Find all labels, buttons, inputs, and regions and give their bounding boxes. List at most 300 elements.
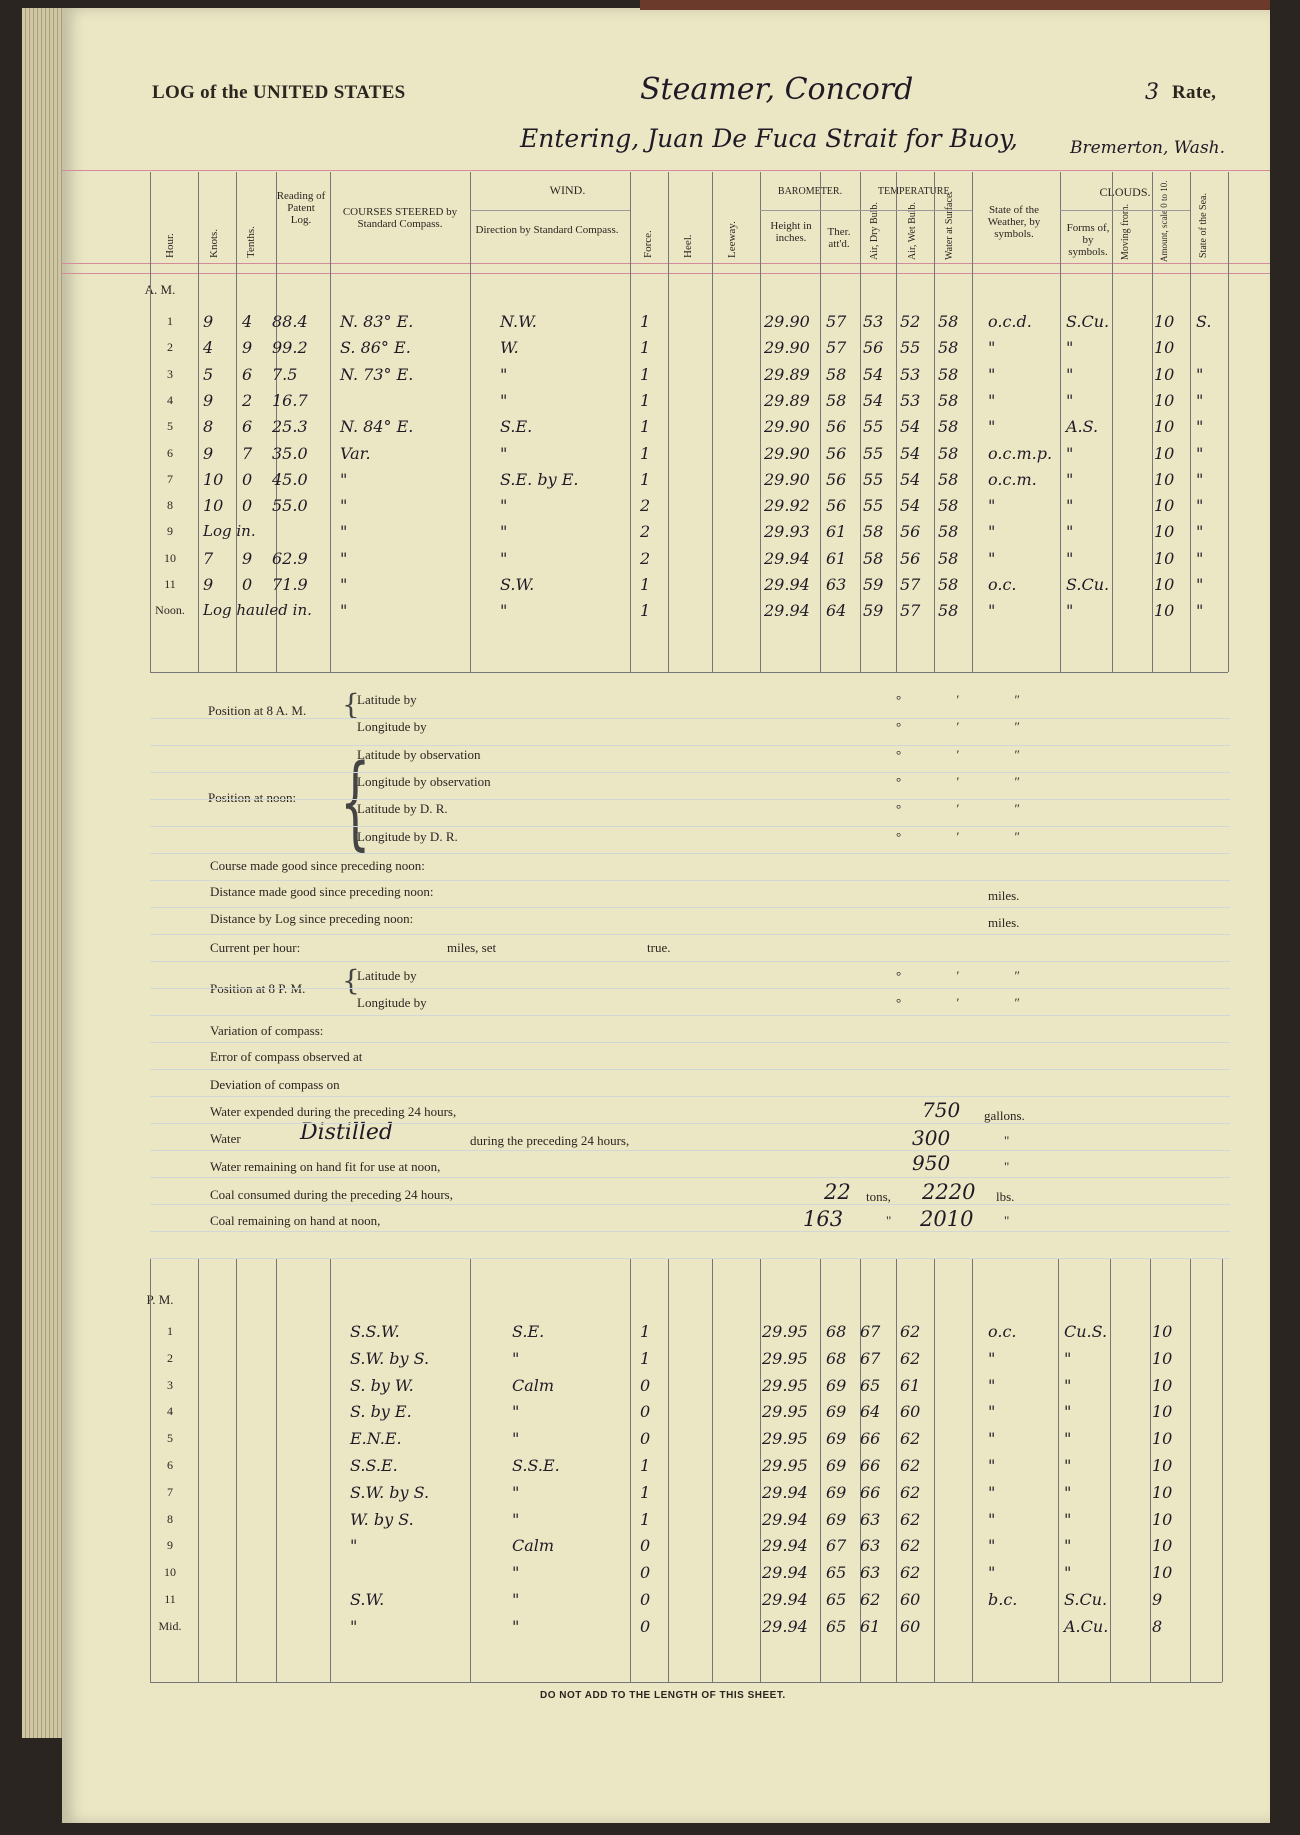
pm-cell-amt: 10	[1152, 1348, 1173, 1368]
am-col-rule	[198, 172, 199, 672]
pm-col-rule	[236, 1258, 237, 1682]
ruled-line	[150, 880, 1230, 881]
pm-cell-f: 1	[640, 1456, 651, 1475]
am-cell-wind: "	[500, 443, 508, 463]
am-cell-wet: 52	[900, 312, 921, 331]
pm-cell-wx: "	[988, 1429, 996, 1449]
am-cell-wx: "	[988, 601, 996, 621]
am-cell-amt: 10	[1154, 312, 1175, 331]
pm-cell-amt: 9	[1152, 1590, 1163, 1609]
am-cell-sea: "	[1196, 548, 1204, 568]
am-cell-log: 71.9	[272, 575, 308, 594]
am-cell-f: 1	[640, 417, 651, 437]
am-cell-course: N. 84° E.	[340, 417, 414, 437]
ruled-line	[150, 1231, 1230, 1232]
am-cell-f: 1	[640, 364, 651, 384]
pm-col-rule	[470, 1258, 471, 1682]
am-cell-k: 5	[203, 364, 214, 384]
pm-cell-wind: "	[512, 1482, 520, 1502]
place-note: Bremerton, Wash.	[1070, 138, 1226, 158]
am-cell-ther: 56	[826, 496, 847, 516]
col-wind: WIND.	[549, 183, 586, 197]
pm-cell-cl: "	[1064, 1509, 1072, 1529]
am-cell-cl: S.Cu.	[1066, 575, 1110, 594]
pm-cell-ther: 69	[826, 1375, 847, 1395]
am-cell-amt: 10	[1154, 601, 1175, 621]
pm-cell-f: 1	[640, 1322, 651, 1341]
pm-cell-ther: 65	[826, 1563, 847, 1583]
pm-cell-amt: 10	[1152, 1482, 1173, 1502]
pm-cell-wind: "	[512, 1509, 520, 1529]
pm-cell-course: S.S.W.	[350, 1322, 400, 1341]
pm-cell-dry: 67	[860, 1322, 881, 1341]
am-cell-course: "	[340, 575, 348, 594]
pm-cell-cl: "	[1064, 1375, 1072, 1395]
distilled-value: 300	[912, 1126, 951, 1150]
pm-cell-bar: 29.95	[762, 1429, 808, 1449]
am-cell-wet: 54	[900, 496, 921, 516]
am-cell-water: 58	[938, 522, 959, 542]
am-cell-f: 1	[640, 338, 651, 358]
am-cell-sea: "	[1196, 390, 1204, 410]
pm-cell-cl: "	[1064, 1456, 1072, 1475]
pm-cell-bar: 29.94	[762, 1616, 808, 1636]
pm-cell-amt: 8	[1152, 1616, 1163, 1636]
am-cell-course: "	[340, 469, 348, 489]
pm-cell-wx: "	[988, 1456, 996, 1475]
am-cell-cl: "	[1066, 390, 1074, 410]
am-cell-amt: 10	[1154, 469, 1175, 489]
am-cell-water: 58	[938, 601, 959, 621]
am-cell-k: 9	[203, 575, 214, 594]
pm-cell-f: 1	[640, 1482, 651, 1502]
pm-col-rule	[934, 1258, 935, 1682]
pm-cell-amt: 10	[1152, 1429, 1173, 1449]
pm-col-rule	[972, 1258, 973, 1682]
pm-cell-amt: 10	[1152, 1375, 1173, 1395]
ruled-line	[150, 988, 1230, 989]
am-cell-amt: 10	[1154, 364, 1175, 384]
am-cell-cl: "	[1066, 469, 1074, 489]
am-cell-k: 9	[203, 390, 214, 410]
pm-cell-course: "	[350, 1536, 358, 1556]
am-cell-dry: 55	[863, 469, 884, 489]
am-cell-wx: o.c.m.p.	[988, 443, 1053, 463]
ruled-line	[150, 1096, 1230, 1097]
am-cell-f: 1	[640, 390, 651, 410]
coal-remaining-ditto: "	[886, 1213, 892, 1228]
am-cell-course: "	[340, 548, 348, 568]
col-ther: Ther. att'd.	[827, 226, 851, 250]
pm-cell-ther: 69	[826, 1402, 847, 1422]
pm-cell-wx: o.c.	[988, 1322, 1017, 1341]
pos-8am-lat: Latitude by	[357, 692, 417, 707]
am-cell-bar: 29.92	[764, 496, 810, 516]
am-cell-sea: "	[1196, 364, 1204, 384]
am-cell-ther: 56	[826, 443, 847, 463]
pm-cell-wet: 60	[900, 1616, 921, 1636]
pm-cell-dry: 62	[860, 1590, 881, 1609]
pm-cell-h: 11	[164, 1592, 176, 1606]
pm-cell-amt: 10	[1152, 1509, 1173, 1529]
pm-cell-wx: "	[988, 1348, 996, 1368]
ruled-line	[150, 1042, 1230, 1043]
am-cell-sea: "	[1196, 443, 1204, 463]
pm-cell-f: 0	[640, 1536, 651, 1556]
pm-cell-ther: 69	[826, 1482, 847, 1502]
am-cell-k: 7	[203, 548, 214, 568]
am-cell-log: 45.0	[272, 469, 308, 489]
am-cell-wet: 56	[900, 548, 921, 568]
vessel-name: Steamer, Concord	[640, 72, 914, 107]
pos-8pm-lat: Latitude by	[357, 968, 417, 983]
pm-cell-ther: 69	[826, 1429, 847, 1449]
am-col-rule	[860, 172, 861, 672]
pm-cell-wet: 61	[900, 1375, 921, 1395]
am-cell-t: 2	[242, 390, 253, 410]
deg-marks-noon-lat-obs: ° ′ ″	[896, 747, 1046, 762]
pm-cell-course: S.W.	[350, 1590, 385, 1609]
pm-cell-amt: 10	[1152, 1456, 1173, 1475]
pos-8pm-lon: Longitude by	[357, 995, 427, 1010]
am-cell-h: 1	[167, 314, 173, 328]
lbs-unit: lbs.	[996, 1189, 1015, 1204]
am-cell-wet: 54	[900, 469, 921, 489]
pm-cell-bar: 29.94	[762, 1590, 808, 1609]
am-cell-wx: o.c.	[988, 575, 1017, 594]
pm-cell-course: S.W. by S.	[350, 1482, 430, 1502]
variation-of-compass: Variation of compass:	[210, 1023, 324, 1038]
am-cell-wx: "	[988, 390, 996, 410]
pm-cell-course: S. by W.	[350, 1375, 414, 1395]
gallons-unit: gallons.	[984, 1108, 1025, 1123]
am-cell-cl: "	[1066, 364, 1074, 384]
pm-cell-h: 4	[167, 1404, 173, 1419]
pm-cell-ther: 68	[826, 1322, 847, 1341]
am-cell-dry: 55	[863, 443, 884, 463]
col-knots: Knots.	[208, 228, 220, 258]
am-cell-wind: "	[500, 390, 508, 410]
pm-cell-cl: "	[1064, 1402, 1072, 1422]
am-cell-wx: "	[988, 522, 996, 542]
am-cell-log: 55.0	[272, 496, 308, 516]
am-col-rule	[1152, 172, 1153, 672]
pm-cell-dry: 66	[860, 1482, 881, 1502]
am-cell-ther: 58	[826, 390, 847, 410]
wind-sub-rule	[470, 210, 630, 211]
am-cell-course: S. 86° E.	[340, 338, 411, 358]
pm-cell-wind: "	[512, 1616, 520, 1636]
coal-remaining-label: Coal remaining on hand at noon,	[210, 1213, 381, 1228]
clouds-sub-rule	[1060, 210, 1190, 211]
ruled-line	[150, 1150, 1230, 1151]
pm-cell-h: 2	[167, 1350, 173, 1365]
am-cell-log: 35.0	[272, 443, 308, 463]
am-col-rule	[1190, 172, 1191, 672]
pink-rule-header-bottom-2	[62, 273, 1270, 274]
pm-col-rule	[330, 1258, 331, 1682]
pm-cell-ther: 65	[826, 1616, 847, 1636]
current-miles-set: miles, set	[447, 940, 497, 955]
am-cell-dry: 54	[863, 390, 884, 410]
am-cell-k: Log in.	[203, 522, 256, 541]
am-cell-wind: "	[500, 522, 508, 542]
col-hour: Hour.	[164, 233, 176, 258]
pm-cell-ther: 67	[826, 1536, 847, 1556]
am-cell-h: 3	[167, 366, 173, 381]
am-cell-t: 6	[242, 364, 253, 384]
pm-cell-wet: 62	[900, 1482, 921, 1502]
pm-col-rule	[1190, 1258, 1191, 1682]
pm-cell-dry: 63	[860, 1563, 881, 1583]
am-cell-bar: 29.94	[764, 601, 810, 621]
col-leeway: Leeway.	[726, 221, 738, 258]
brace-noon: {	[340, 744, 371, 862]
pm-cell-bar: 29.94	[762, 1563, 808, 1583]
am-cell-k: 10	[203, 469, 224, 489]
pm-bottom-rule	[150, 1682, 1222, 1683]
am-cell-f: 1	[640, 312, 651, 331]
am-cell-cl: S.Cu.	[1066, 312, 1110, 331]
am-cell-water: 58	[938, 390, 959, 410]
coal-consumed-lbs: 2220	[922, 1180, 976, 1204]
am-col-rule	[236, 172, 237, 672]
pm-cell-bar: 29.94	[762, 1482, 808, 1502]
pm-cell-course: E.N.E.	[350, 1429, 402, 1449]
ruled-line	[150, 961, 1230, 962]
deg-marks-noon-lat-dr: ° ′ ″	[896, 801, 1046, 816]
pm-cell-amt: 10	[1152, 1402, 1173, 1422]
am-cell-ther: 57	[826, 312, 847, 331]
binding-strip	[640, 0, 1270, 10]
pm-cell-cl: "	[1064, 1536, 1072, 1556]
am-cell-k: 9	[203, 443, 214, 463]
am-cell-h: 4	[167, 392, 173, 407]
pm-cell-wet: 62	[900, 1456, 921, 1475]
pm-cell-bar: 29.95	[762, 1375, 808, 1395]
pm-cell-h: 6	[167, 1458, 173, 1472]
am-cell-amt: 10	[1154, 390, 1175, 410]
am-cell-ther: 56	[826, 417, 847, 437]
am-cell-t: 7	[242, 443, 253, 463]
am-cell-h: 5	[167, 419, 173, 434]
ruled-line	[150, 745, 1230, 746]
deg-marks-noon-lon-obs: ° ′ ″	[896, 774, 1046, 789]
pos-8pm-label: Position at 8 P. M.	[210, 981, 306, 996]
col-force: Force.	[642, 230, 654, 258]
ruled-line	[150, 1123, 1230, 1124]
pm-cell-bar: 29.94	[762, 1509, 808, 1529]
distilled-ditto: "	[1004, 1133, 1010, 1148]
am-cell-bar: 29.90	[764, 338, 810, 358]
am-cell-k: 8	[203, 417, 214, 437]
ruled-line	[150, 799, 1230, 800]
pos-noon-lat-dr: Latitude by D. R.	[357, 801, 448, 816]
am-cell-f: 1	[640, 575, 651, 594]
am-cell-dry: 53	[863, 312, 884, 331]
pm-cell-bar: 29.95	[762, 1322, 808, 1341]
distance-by-log-unit: miles.	[988, 915, 1020, 930]
col-forms: Forms of, by symbols.	[1066, 222, 1110, 258]
deg-marks-8pm-lon: ° ′ ″	[896, 995, 1046, 1010]
col-amount: Amount, scale 0 to 10.	[1159, 180, 1169, 262]
am-col-rule	[934, 172, 935, 672]
am-col-rule	[820, 172, 821, 672]
pm-cell-amt: 10	[1152, 1536, 1173, 1556]
am-cell-wx: "	[988, 364, 996, 384]
am-cell-sea: "	[1196, 496, 1204, 516]
am-cell-amt: 10	[1154, 443, 1175, 463]
am-cell-ther: 61	[826, 548, 847, 568]
col-tenths: Tenths.	[245, 226, 257, 258]
am-cell-bar: 29.94	[764, 575, 810, 594]
course-made-good: Course made good since preceding noon:	[210, 858, 425, 873]
am-cell-course: N. 73° E.	[340, 364, 414, 384]
am-cell-k: Log hauled in.	[203, 601, 312, 620]
am-cell-t: 0	[242, 496, 253, 516]
coal-remaining-tons: 163	[803, 1207, 844, 1231]
pm-cell-course: S. by E.	[350, 1402, 412, 1422]
am-cell-dry: 58	[863, 548, 884, 568]
pm-col-rule	[1058, 1258, 1059, 1682]
pm-cell-dry: 66	[860, 1456, 881, 1475]
am-col-rule	[712, 172, 713, 672]
am-cell-wet: 53	[900, 390, 921, 410]
am-col-rule	[1112, 172, 1113, 672]
pm-col-rule	[712, 1258, 713, 1682]
pm-cell-bar: 29.94	[762, 1536, 808, 1556]
am-cell-water: 58	[938, 312, 959, 331]
am-cell-log: 88.4	[272, 312, 308, 331]
pm-cell-bar: 29.95	[762, 1456, 808, 1475]
am-cell-wind: S.W.	[500, 575, 535, 594]
pm-cell-cl: A.Cu.	[1064, 1616, 1109, 1636]
ruled-line	[150, 1069, 1230, 1070]
pm-cell-wet: 60	[900, 1402, 921, 1422]
pm-cell-wx: "	[988, 1482, 996, 1502]
am-cell-t: 4	[242, 312, 253, 331]
col-water: Water at Surface.	[944, 191, 955, 260]
ruled-line	[150, 1204, 1230, 1205]
am-cell-ther: 64	[826, 601, 847, 621]
pos-noon-lon-dr: Longitude by D. R.	[357, 829, 458, 844]
water-remaining-ditto: "	[1004, 1159, 1010, 1174]
pm-cell-dry: 63	[860, 1509, 881, 1529]
am-cell-water: 58	[938, 338, 959, 358]
pm-col-rule	[760, 1258, 761, 1682]
col-wet: Air, Wet Bulb.	[907, 201, 918, 260]
pm-cell-dry: 64	[860, 1402, 881, 1422]
pm-cell-course: S.S.E.	[350, 1456, 398, 1475]
pm-cell-course: W. by S.	[350, 1509, 414, 1529]
am-cell-k: 4	[203, 338, 214, 358]
pm-cell-wind: S.S.E.	[512, 1456, 560, 1475]
pm-col-rule	[1150, 1258, 1151, 1682]
am-cell-amt: 10	[1154, 338, 1175, 358]
am-cell-h: 11	[164, 577, 176, 591]
pos-8am-label: Position at 8 A. M.	[208, 703, 307, 718]
sheet-footer: DO NOT ADD TO THE LENGTH OF THIS SHEET.	[540, 1690, 786, 1701]
tons-unit: tons,	[866, 1189, 891, 1204]
pm-cell-h: 10	[164, 1565, 176, 1580]
pm-cell-f: 0	[640, 1563, 651, 1583]
am-cell-dry: 59	[863, 575, 884, 594]
am-cell-wind: "	[500, 364, 508, 384]
am-cell-log: 25.3	[272, 417, 308, 437]
pm-cell-ther: 69	[826, 1456, 847, 1475]
am-cell-water: 58	[938, 469, 959, 489]
rate-number: 3	[1145, 80, 1159, 105]
am-col-rule	[330, 172, 331, 672]
pm-cell-f: 1	[640, 1509, 651, 1529]
pm-col-rule	[198, 1258, 199, 1682]
pm-cell-f: 0	[640, 1590, 651, 1609]
pm-cell-cl: Cu.S.	[1064, 1322, 1108, 1341]
pm-col-rule	[820, 1258, 821, 1682]
pm-cell-wx: "	[988, 1509, 996, 1529]
pm-cell-wx: "	[988, 1375, 996, 1395]
col-sea: State of the Sea.	[1198, 193, 1209, 258]
pm-cell-amt: 10	[1152, 1563, 1173, 1583]
pm-cell-cl: S.Cu.	[1064, 1590, 1108, 1609]
am-cell-course: "	[340, 522, 348, 542]
am-cell-h: Noon.	[155, 603, 185, 618]
am-cell-cl: "	[1066, 522, 1074, 542]
pm-col-rule	[276, 1258, 277, 1682]
am-cell-wet: 57	[900, 575, 921, 594]
am-cell-sea: "	[1196, 469, 1204, 489]
am-cell-wind: S.E. by E.	[500, 469, 579, 489]
am-cell-cl: A.S.	[1066, 417, 1099, 437]
pm-cell-bar: 29.95	[762, 1348, 808, 1368]
am-cell-sea: "	[1196, 601, 1204, 621]
entering-note: Entering, Juan De Fuca Strait for Buoy,	[520, 124, 1018, 153]
am-cell-wind: W.	[500, 338, 519, 358]
pm-cell-wind: "	[512, 1590, 520, 1609]
pm-col-rule	[630, 1258, 631, 1682]
pm-cell-h: 5	[167, 1431, 173, 1446]
col-heel: Heel.	[682, 234, 694, 258]
pm-cell-wx: "	[988, 1563, 996, 1583]
col-dry: Air, Dry Bulb.	[869, 202, 880, 260]
ruled-line	[150, 1015, 1230, 1016]
pm-cell-h: 9	[167, 1538, 173, 1553]
am-cell-wind: "	[500, 601, 508, 621]
pm-cell-wind: Calm	[512, 1375, 555, 1395]
am-cell-wind: "	[500, 496, 508, 516]
pm-cell-dry: 61	[860, 1616, 881, 1636]
col-temperature: TEMPERATURE.	[877, 186, 953, 197]
am-cell-log: 16.7	[272, 390, 308, 410]
pm-label: P. M.	[146, 1292, 174, 1307]
am-cell-bar: 29.90	[764, 417, 810, 437]
pm-cell-h: 3	[167, 1377, 173, 1392]
am-cell-bar: 29.94	[764, 548, 810, 568]
pm-cell-ther: 65	[826, 1590, 847, 1609]
deviation-of-compass: Deviation of compass on	[210, 1077, 340, 1092]
am-cell-sea: S.	[1196, 312, 1212, 331]
current-per-hour: Current per hour:	[210, 940, 301, 955]
am-cell-amt: 10	[1154, 417, 1175, 437]
am-cell-cl: "	[1066, 338, 1074, 358]
brace-8pm: {	[342, 964, 360, 997]
am-cell-sea: "	[1196, 417, 1204, 437]
col-clouds: CLOUDS.	[1099, 185, 1151, 199]
am-cell-wind: N.W.	[500, 312, 537, 331]
am-cell-t: 0	[242, 575, 253, 594]
coal-remaining-lbs: 2010	[920, 1207, 974, 1231]
ruled-line	[150, 1177, 1230, 1178]
